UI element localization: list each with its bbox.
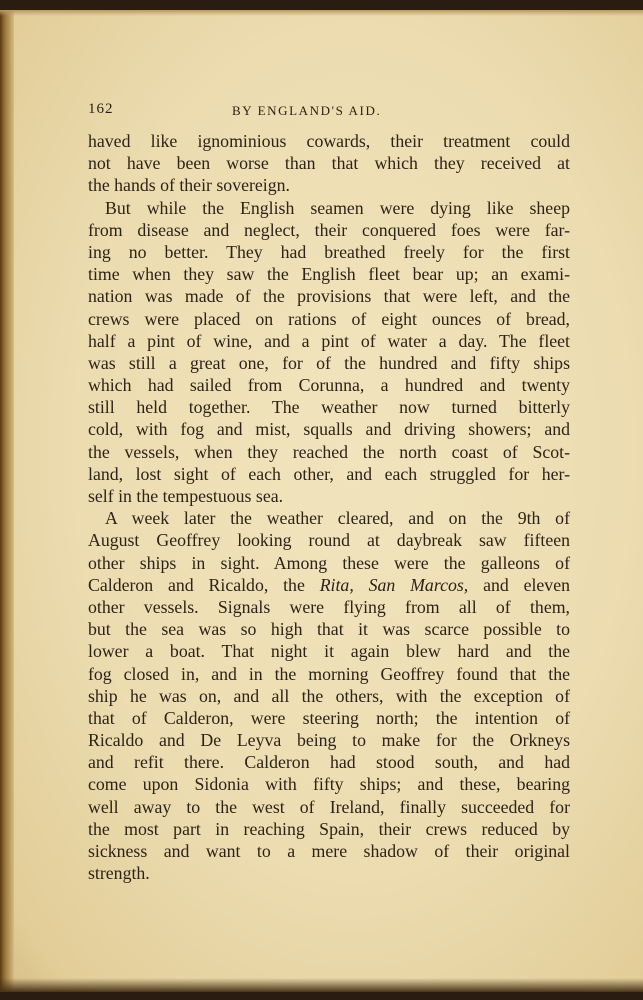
book-page <box>0 10 643 992</box>
text-line: other ships in sight. Among these were the galleons of <box>88 552 570 573</box>
text-line: lower a boat. That night it again blew hard and the <box>88 641 570 662</box>
text-line: not have been worse than that which they received at <box>88 153 570 174</box>
text-line: but the sea was so high that it was scarce possible to <box>88 619 570 640</box>
page-top-edge <box>0 10 643 16</box>
text-line: the most part in reaching Spain, their crews reduced by <box>88 818 570 839</box>
text-line: cold, with fog and mist, squalls and driving showers; and <box>88 419 570 440</box>
text-line: sickness and want to a mere shadow of their original <box>88 841 570 861</box>
text-line: fog closed in, and in the morning Geoffrey found that the <box>88 663 570 684</box>
text-line: August Geoffrey looking round at daybreak saw fifteen <box>88 530 570 551</box>
book-spine-shadow <box>0 10 14 992</box>
text-line: A week later the weather cleared, and on the 9th of <box>105 508 570 529</box>
text-segment: Calderon and Ricaldo, the <box>88 574 320 595</box>
text-line: well away to the west of Ireland, finally succeeded for <box>88 796 570 817</box>
page-number: 162 <box>88 101 114 117</box>
text-line: the vessels, when they reached the north coast of Scot- <box>88 441 570 462</box>
text-line: half a pint of wine, and a pint of water a day. The fleet <box>88 330 570 351</box>
text-line: Ricaldo and De Leyva being to make for the Orkneys <box>88 730 570 751</box>
text-line: strength. <box>88 863 150 884</box>
text-line: which had sailed from Corunna, a hundred and twenty <box>88 375 570 396</box>
text-line: other vessels. Signals were flying from all of them, <box>88 596 570 617</box>
text-line: ing no better. They had breathed freely for the first <box>88 241 570 262</box>
text-line: time when they saw the English fleet bear up; an exami- <box>88 264 570 285</box>
text-line: was still a great one, for of the hundred and fifty ships <box>88 352 570 373</box>
text-segment: and eleven <box>468 574 570 595</box>
text-line: haved like ignominious cowards, their treatment could <box>88 131 570 151</box>
text-line: still held together. The weather now turned bitterly <box>88 397 570 418</box>
text-line: nation was made of the provisions that were left, and the <box>88 286 570 307</box>
text-line: crews were placed on rations of eight ounces of bread, <box>88 308 570 329</box>
italic-ship-names: Rita, San Marcos, <box>319 574 469 595</box>
text-line-with-italic <box>88 574 570 596</box>
text-line: from disease and neglect, their conquered foes were far- <box>88 219 570 240</box>
text-line: and refit there. Calderon had stood south, and had <box>88 752 570 773</box>
text-line: come upon Sidonia with fifty ships; and these, bearing <box>88 774 570 795</box>
running-head: BY ENGLAND'S AID. <box>232 103 382 118</box>
body-text <box>88 130 570 884</box>
page-bottom-edge <box>0 978 643 992</box>
text-line: self in the tempestuous sea. <box>88 486 284 506</box>
text-line: that of Calderon, were steering north; the intention of <box>88 707 570 728</box>
text-line: the hands of their sovereign. <box>88 175 290 196</box>
text-line: ship he was on, and all the others, with the exception of <box>88 685 570 706</box>
text-line: But while the English seamen were dying like sheep <box>105 197 570 218</box>
text-line: land, lost sight of each other, and each struggled for her- <box>88 463 570 484</box>
